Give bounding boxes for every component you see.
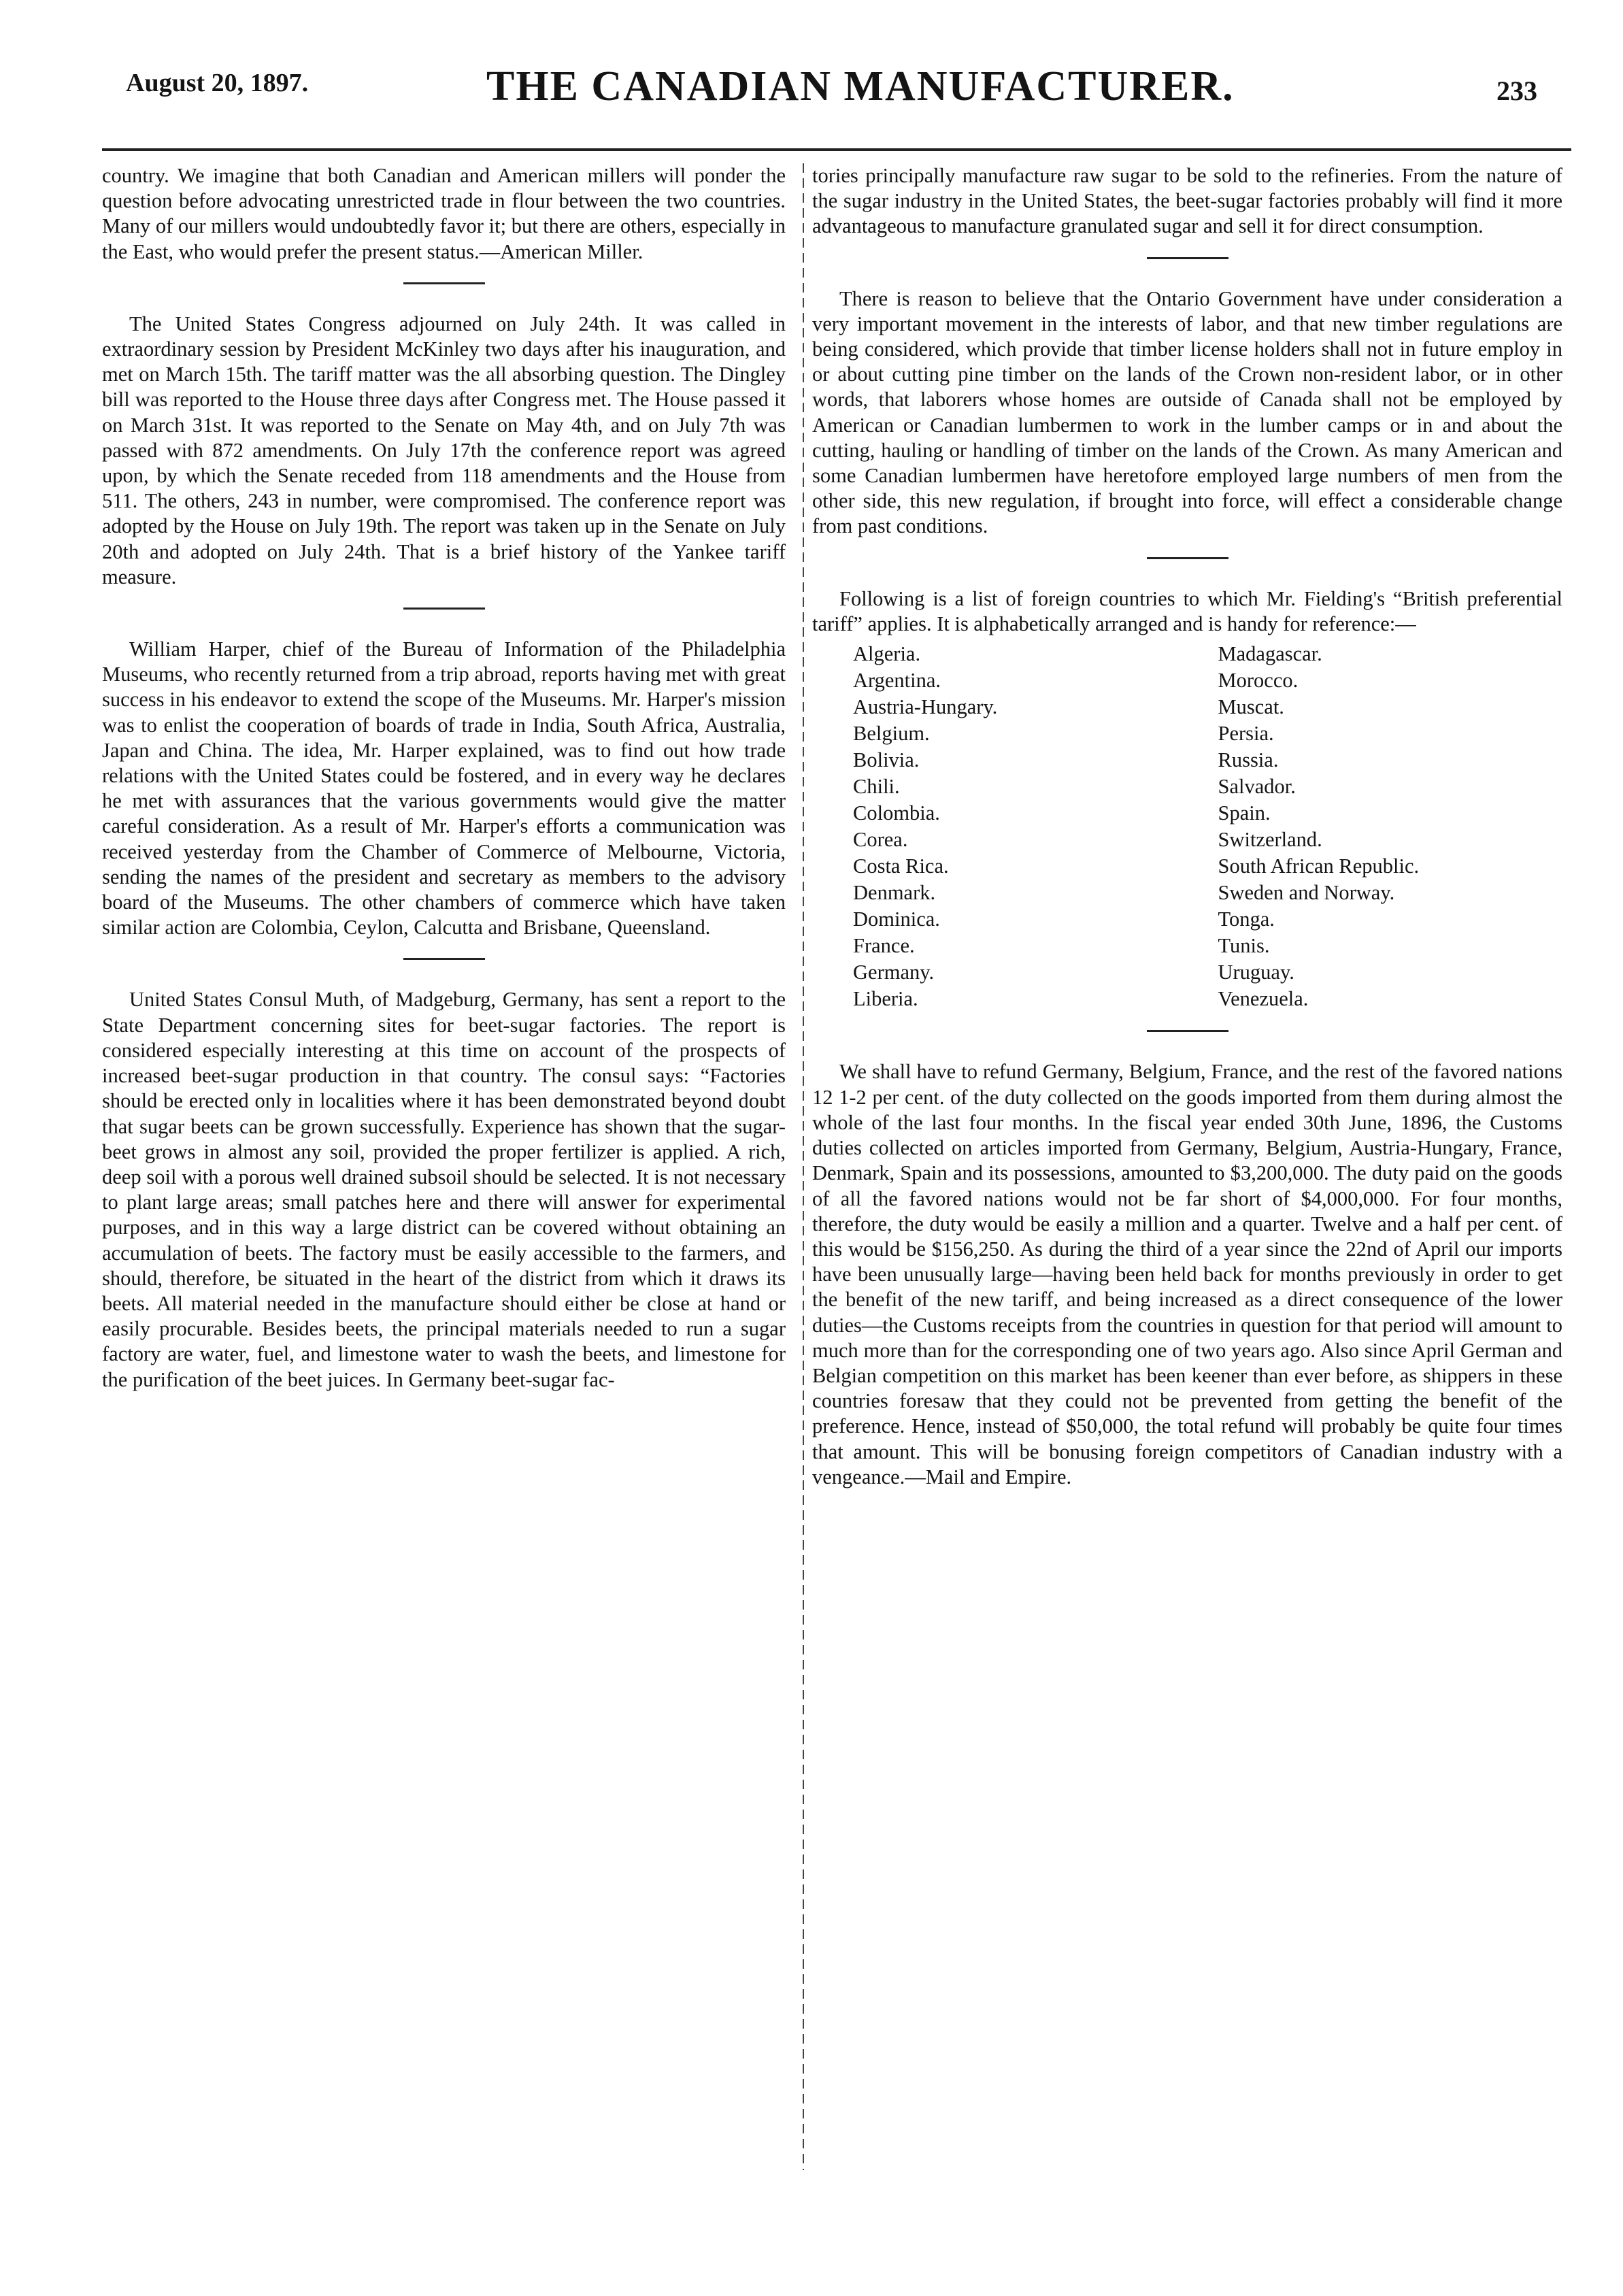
- list-item: Colombia.: [853, 801, 940, 825]
- article-beet-sugar-continuation: tories principally manufacture raw sugar to be sold to the refineries. From the nature of the sugar industry in the United States, the beet-sugar factories probably will find it more advantageous to manufacture granulated sugar and sell it for direct consumption.: [812, 164, 1562, 238]
- article-separator: [403, 282, 485, 284]
- country-list-column-a: [853, 641, 1198, 1012]
- article-beet-sugar: United States Consul Muth, of Madgeburg, Germany, has sent a report to the State Department concerning sites for beet-sugar factories. The report is considered especially interesting at this time on account of the prospects of increased beet-sugar production in that country. The consul says: “Factories should be erected only in localities where it has been demonstrated beyond doubt that sugar beets can be grown successfully. Experience has shown that the sugar-beet grows in almost any soil, provided the proper fertilizer is applied. A rich, deep soil with a porous well drained subsoil should be selected. It is not necessary to plant large areas; small patches here and there will answer for experimental purposes, and in this way a large district can be covered without obtaining an accumulation of beets. The factory must be easily accessible to the farmers, and should, therefore, be situated in the heart of the district from which it draws its beets. All material needed in the manufacture should either be close at hand or easily procurable. Besides beets, the principal materials needed to run a sugar factory are water, fuel, and limestone water to wash the beets, and limestone for the purification of the beet juices. In Germany beet-sugar fac-: [102, 988, 786, 1391]
- country-list-column-b: [1218, 641, 1563, 1012]
- article-harper: William Harper, chief of the Bureau of Information of the Philadelphia Museums, who recently returned from a trip abroad, reports having met with great success in his endeavor to extend the scope of the Museums. Mr. Harper's mission was to enlist the cooperation of boards of trade in India, South Africa, Australia, Japan and China. The idea, Mr. Harper explained, was to find out how trade relations with the United States could be fostered, and in every way he declares he met with assurances that the various governments would give the matter careful consideration. As a result of Mr. Harper's efforts a communication was received yesterday from the Chamber of Commerce of Melbourne, Victoria, sending the names of the president and secretary as members to the advisory board of the Museums. The other chambers of commerce which have taken similar action are Colombia, Ceylon, Calcutta and Brisbane, Queensland.: [102, 637, 786, 939]
- article-separator: [1147, 257, 1228, 259]
- list-item: Russia.: [1218, 748, 1279, 772]
- article-separator: [1147, 1030, 1228, 1032]
- country-list: [853, 641, 1562, 1012]
- list-item: Switzerland.: [1218, 828, 1322, 852]
- header-rule: [102, 148, 1571, 151]
- list-item: Liberia.: [853, 987, 918, 1011]
- list-item: Salvador.: [1218, 775, 1296, 799]
- list-item: Costa Rica.: [853, 854, 949, 878]
- article-congress: The United States Congress adjourned on July 24th. It was called in extraordinary session by President McKinley two days after his inauguration, and met on March 15th. The tariff matter was the all absorbing question. The Dingley bill was reported to the House three days after Congress met. The House passed it on March 31st. It was reported to the Senate on May 4th, and on July 7th was passed with 872 amendments. On July 17th the conference report was agreed upon, by which the Senate receded from 118 amendments and the House from 511. The others, 243 in number, were compromised. The conference report was adopted by the House on July 19th. The report was taken up in the Senate on July 20th and adopted on July 24th. That is a brief history of the Yankee tariff measure.: [102, 312, 786, 588]
- list-item: Spain.: [1218, 801, 1271, 825]
- article-millers-continuation: country. We imagine that both Canadian and American millers will ponder the question before advocating unrestricted trade in flour between the two countries. Many of our millers would undoubtedly favor it; but there are others, especially in the East, who would prefer the present status.—American Miller.: [102, 164, 786, 263]
- list-item: Morocco.: [1218, 669, 1299, 693]
- list-item: Belgium.: [853, 722, 930, 746]
- list-item: Chili.: [853, 775, 900, 799]
- list-item: Austria-Hungary.: [853, 695, 998, 719]
- list-item: Corea.: [853, 828, 908, 852]
- page-number: 233: [1496, 76, 1537, 106]
- list-item: Persia.: [1218, 722, 1274, 746]
- article-preferential-tariff: Following is a list of foreign countries to which Mr. Fielding's “British preferential tariff” applies. It is alphabetically arranged and is handy for reference:—: [812, 586, 1562, 635]
- left-column: [102, 163, 799, 1393]
- list-item: Madagascar.: [1218, 642, 1322, 666]
- list-item: Bolivia.: [853, 748, 920, 772]
- list-item: Germany.: [853, 961, 935, 984]
- article-refund: We shall have to refund Germany, Belgium, France, and the rest of the favored nations 12 1-2 per cent. of the duty collected on the goods imported from them during almost the whole of the last four months. In the fiscal year ended 30th June, 1896, the Customs duties collected on articles imported from Germany, Belgium, Austria-Hungary, France, Denmark, Spain and its possessions, amounted to $3,200,000. The duty paid on the goods of all the favored nations would not be far short of $4,000,000. For four months, therefore, the duty would be easily a million and a quarter. Twelve and a half per cent. of this would be $156,250. As during the third of a year since the 22nd of April our imports have been unusually large—having been held back for months previously in order to get the benefit of the new tariff, and being increased as a direct consequence of the lower duties—the Customs receipts from the countries in question for that period will amount to much more than for the corresponding one of two years ago. Also since April German and Belgian competition on this market has been keener than ever before, as shippers in these countries foresaw that they could not be prevented from getting the benefit of the preference. Hence, instead of $50,000, the total refund will probably be quite four times that amount. This will be bonusing foreign competitors of Canadian industry with a vengeance.—Mail and Empire.: [812, 1060, 1562, 1488]
- list-item: Sweden and Norway.: [1218, 881, 1395, 905]
- article-separator: [403, 958, 485, 960]
- article-separator: [403, 608, 485, 610]
- list-item: Uruguay.: [1218, 961, 1294, 984]
- list-item: Algeria.: [853, 642, 921, 666]
- article-separator: [1147, 557, 1228, 559]
- list-item: Tunis.: [1218, 934, 1270, 958]
- list-item: France.: [853, 934, 915, 958]
- list-item: Venezuela.: [1218, 987, 1309, 1011]
- right-column: [797, 163, 1562, 1490]
- list-item: South African Republic.: [1218, 854, 1420, 878]
- issue-date: August 20, 1897.: [126, 69, 309, 97]
- publication-title: THE CANADIAN MANUFACTURER.: [486, 63, 1235, 110]
- list-item: Argentina.: [853, 669, 941, 693]
- article-ontario-labor: There is reason to believe that the Ontario Government have under consideration a very important movement in the interests of labor, and that new timber regulations are being considered, which provide that timber license holders shall not in future employ in or about cutting pine timber on the lands of the Crown non-resident labor, or in other words, that laborers whose homes are outside of Canada shall not be employed by American or Canadian lumbermen to work in the lumber camps or in and about the cutting, hauling or handling of timber on the lands of the Crown. As many American and some Canadian lumbermen have heretofore employed large numbers of men from the other side, this new regulation, if brought into force, will effect a considerable change from past conditions.: [812, 286, 1562, 538]
- list-item: Dominica.: [853, 908, 940, 931]
- masthead: [0, 0, 1623, 150]
- list-item: Muscat.: [1218, 695, 1284, 719]
- list-item: Denmark.: [853, 881, 936, 905]
- list-item: Tonga.: [1218, 908, 1275, 931]
